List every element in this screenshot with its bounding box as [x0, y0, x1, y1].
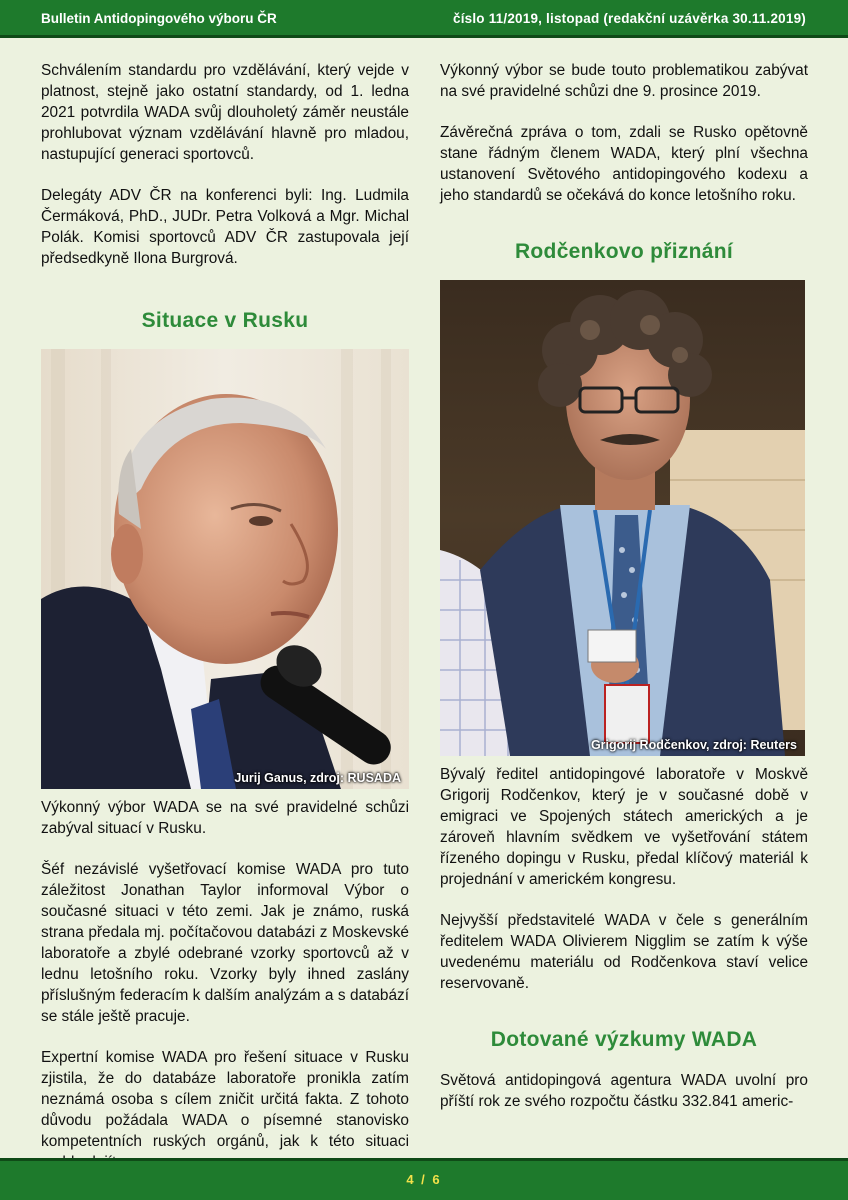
footer-bar [0, 1158, 848, 1200]
issue-info: číslo 11/2019, listopad (redakční uzávěrka 30.11.2019) [452, 11, 806, 26]
section-heading-rodcenkov: Rodčenkovo přiznání [514, 240, 734, 263]
page-number: 4 / 6 [406, 1172, 442, 1187]
bulletin-title: Bulletin Antidopingového výboru ČR [41, 11, 277, 26]
paragraph: Nejvyšší představitelé WADA v čele s generálním ředitelem WADA Olivierem Nigglim se zatím k výše uvedenému materiálu od Rodčenkova staví velice reservovaně. [440, 912, 808, 992]
paragraph: Bývalý ředitel antidopingové laboratoře v Moskvě Grigorij Rodčenkov, který je v současné době v emigraci ve Spojených státech amerických a je zároveň hlavním svědkem ve vyšetřování státem řízeného dopingu v Rusku, předal klíčový materiál k projednání v americkém kongresu. [440, 766, 808, 888]
paragraph: Výkonný výbor se bude touto problematikou zabývat na své pravidelné schůzi dne 9. prosince 2019. [440, 62, 808, 100]
paragraph: Schválením standardu pro vzdělávání, který vejde v platnost, stejně jako ostatní standardy, od 1. ledna 2021 potvrdila WADA svůj dlouholetý záměr neustále prohlubovat význam vzdělávání hlavně pro mladou, nastupující generaci sportovců. [41, 62, 409, 163]
photo-caption: Jurij Ganus, zdroj: RUSADA [234, 771, 401, 785]
photo-caption: Grigorij Rodčenkov, zdroj: Reuters [590, 738, 797, 752]
paragraph: Světová antidopingová agentura WADA uvolní pro příští rok ze svého rozpočtu částku 332.841 americ- [440, 1072, 808, 1110]
section-heading-situace: Situace v Rusku [141, 309, 309, 332]
section-heading-vyzkumy: Dotované výzkumy WADA [490, 1028, 758, 1051]
header-bar [0, 0, 848, 38]
right-column [440, 60, 808, 1112]
portrait-image [41, 349, 409, 789]
paragraph: Šéf nezávislé vyšetřovací komise WADA pro tuto záležitost Jonathan Taylor informoval Výbor o současné situaci v této zemi. Jak je známo, ruská strana předala mj. počítačovou databázi z Moskevské laboratoře a zbylé odebrané vzorky sportovců až v lednu letošního roku. Vzorky byly ihned zaslány příslušným federacím k dalším analýzám a s databází se stále ještě pracuje. [41, 861, 409, 1025]
paragraph: Expertní komise WADA pro řešení situace v Rusku zjistila, že do databáze laboratoře pronikla zatím neznámá osoba s cílem zničit určitá fakta. Z tohoto důvodu požádala WADA o písemné stanovisko kompetentních ruských orgánů, jak k této situaci [41, 1049, 409, 1150]
paragraph: Delegáty ADV ČR na konferenci byli: Ing. Ludmila Čermáková, PhD., JUDr. Petra Volková a Mgr. Michal Polák. Komisi sportovců ADV ČR zastupovala její předsedkyně Ilona Burgrová. [41, 187, 409, 267]
paragraph: Výkonný výbor WADA se na své pravidelné schůzi zabýval situací v Rusku. [41, 799, 409, 837]
paragraph: Závěrečná zpráva o tom, zdali se Rusko opětovně stane řádným členem WADA, který plní všechna ustanovení Světového antidopingového kodexu a jeho standardů se očekává do konce letošního roku. [440, 124, 808, 204]
portrait-image [440, 280, 805, 756]
photo-ganus [41, 349, 409, 789]
photo-rodcenkov [440, 280, 805, 756]
left-column [41, 60, 409, 1173]
